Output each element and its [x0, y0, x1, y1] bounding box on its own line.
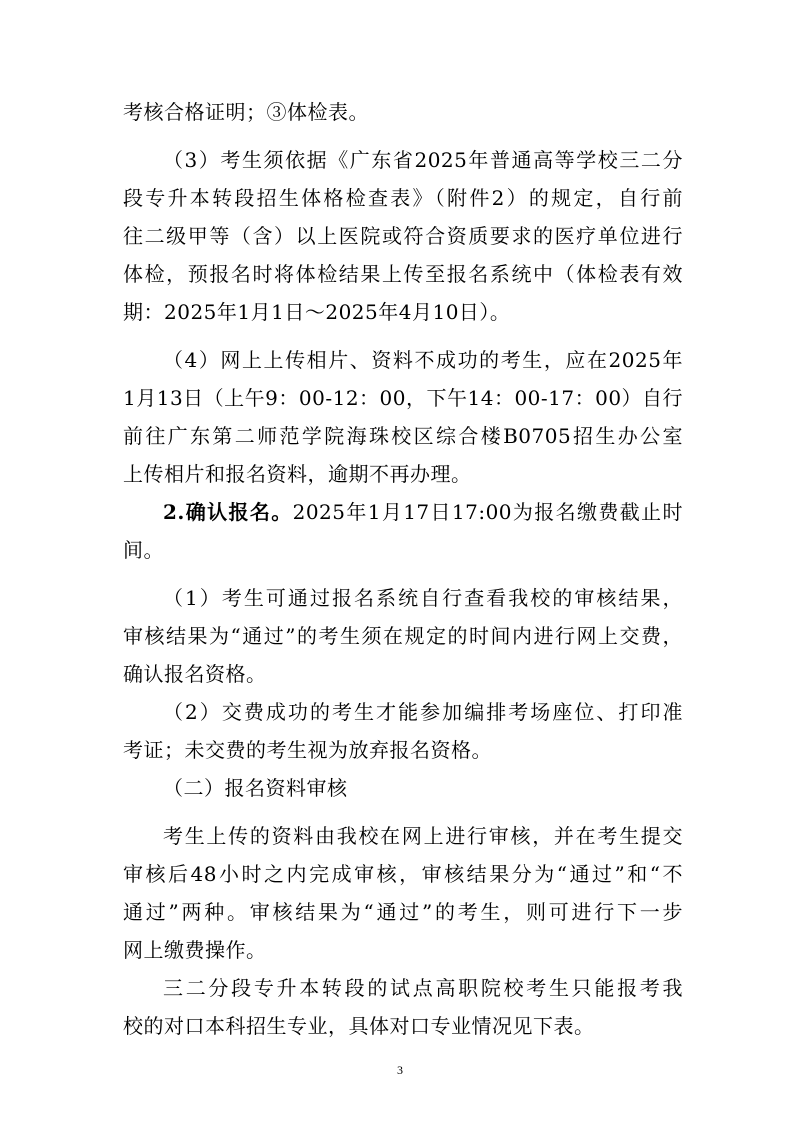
text-line: 校的对口本科招生专业，具体对口专业情况见下表。: [123, 1014, 595, 1038]
text-line: 网上缴费操作。: [123, 938, 267, 962]
text-line: 审核结果为“通过”的考生须在规定的时间内进行网上交费，: [123, 624, 683, 648]
text-line: 前往广东第二师范学院海珠校区综合楼B0705招生办公室: [123, 424, 683, 448]
text-line: 通过”两种。审核结果为“通过”的考生，则可进行下一步: [123, 900, 683, 924]
text-line: 考核合格证明；③体检表。: [123, 100, 369, 124]
text-line: 2.确认报名。2025年1月17日17:00为报名缴费截止时: [163, 500, 683, 524]
text-line: 考生上传的资料由我校在网上进行审核，并在考生提交: [163, 824, 683, 848]
text-line: 审核后48小时之内完成审核，审核结果分为“通过”和“不: [123, 862, 683, 886]
text-line: （3）考生须依据《广东省2025年普通高等学校三二分: [163, 148, 683, 172]
text-line: 确认报名资格。: [123, 662, 267, 686]
page-number: 3: [397, 1063, 403, 1077]
text-line: 上传相片和报名资料，逾期不再办理。: [123, 462, 472, 486]
text-line: 考证；未交费的考生视为放弃报名资格。: [123, 738, 492, 762]
text-line: 段专升本转段招生体格检查表》（附件2）的规定，自行前: [123, 186, 683, 210]
text-line: （2）交费成功的考生才能参加编排考场座位、打印准: [163, 700, 683, 724]
text-line: 间。: [123, 538, 164, 562]
text-line: 1月13日（上午9：00-12：00，下午14：00-17：00）自行: [123, 386, 683, 410]
text-line: （1）考生可通过报名系统自行查看我校的审核结果，: [163, 586, 683, 610]
text-line: 体检，预报名时将体检结果上传至报名系统中（体检表有效: [123, 262, 683, 286]
text-line: 三二分段专升本转段的试点高职院校考生只能报考我: [163, 976, 683, 1000]
text-line: 往二级甲等（含）以上医院或符合资质要求的医疗单位进行: [123, 224, 683, 248]
subsection-title: （二）报名资料审核: [163, 776, 348, 800]
text-line: （4）网上上传相片、资料不成功的考生，应在2025年: [163, 348, 683, 372]
section-heading: 2.确认报名。: [163, 500, 293, 524]
text-line: 期：2025年1月1日～2025年4月10日）。: [123, 300, 511, 324]
